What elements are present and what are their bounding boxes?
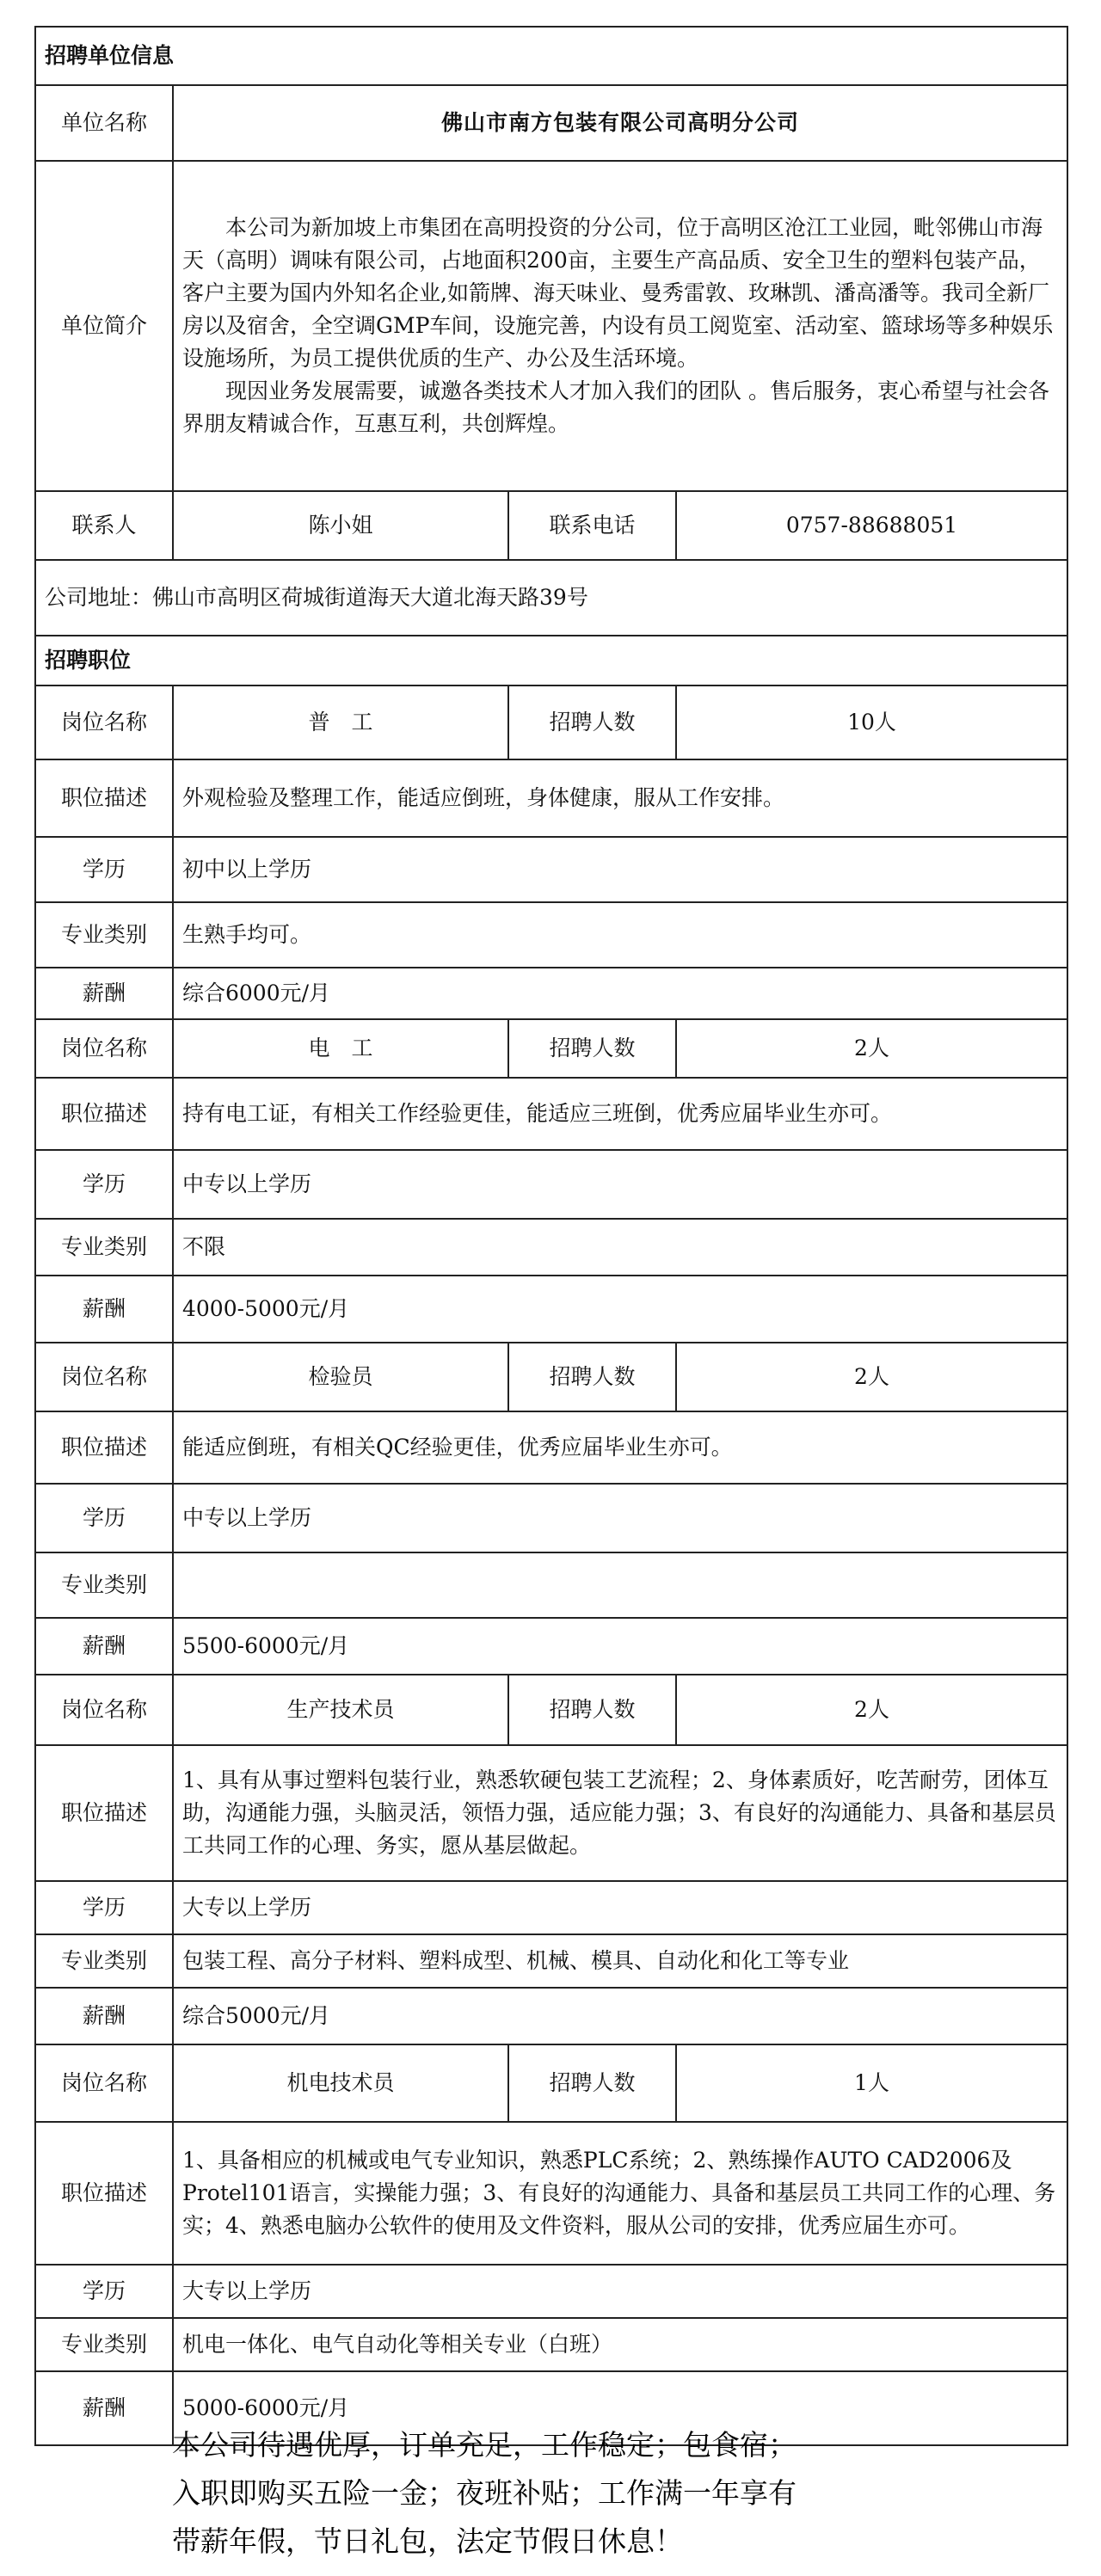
major-label: 专业类别 — [35, 1219, 173, 1276]
job-headcount: 1人 — [676, 2044, 1067, 2122]
job-description: 持有电工证，有相关工作经验更佳，能适应三班倒，优秀应届毕业生亦可。 — [173, 1078, 1067, 1150]
education-label: 学历 — [35, 1150, 173, 1219]
job-education: 初中以上学历 — [173, 837, 1067, 902]
job-name: 检验员 — [173, 1343, 508, 1411]
job-major: 不限 — [173, 1219, 1067, 1276]
position-name-label: 岗位名称 — [35, 1019, 173, 1078]
position-name-label: 岗位名称 — [35, 1675, 173, 1745]
job-education: 大专以上学历 — [173, 1881, 1067, 1934]
company-name-label: 单位名称 — [35, 85, 173, 161]
salary-label: 薪酬 — [35, 1276, 173, 1343]
headcount-label: 招聘人数 — [508, 1343, 676, 1411]
job-description: 1、具备相应的机械或电气专业知识，熟悉PLC系统；2、熟练操作AUTO CAD2006及Protel101语言，实操能力强；3、有良好的沟通能力、具备和基层员工共同工作的心理、务实；4、熟悉电脑办公软件的使用及文件资料，服从公司的安排，优秀应届生亦可。 — [173, 2122, 1067, 2265]
benefits-line: 本公司待遇优厚，订单充足，工作稳定；包食宿； — [172, 2428, 797, 2462]
job-headcount: 2人 — [676, 1675, 1067, 1745]
contact-name: 陈小姐 — [173, 491, 508, 560]
salary-label: 薪酬 — [35, 1988, 173, 2044]
job-salary: 综合5000元/月 — [173, 1988, 1067, 2044]
phone-label: 联系电话 — [508, 491, 676, 560]
company-intro-label: 单位简介 — [35, 161, 173, 491]
job-major — [173, 1552, 1067, 1618]
table-header: 招聘单位信息 — [35, 27, 1067, 85]
job-description-label: 职位描述 — [35, 1745, 173, 1881]
job-name: 普 工 — [173, 685, 508, 759]
job-headcount: 10人 — [676, 685, 1067, 759]
positions-section-title: 招聘职位 — [35, 636, 1067, 685]
recruitment-table — [34, 26, 1068, 2446]
company-intro-paragraph: 本公司为新加坡上市集团在高明投资的分公司，位于高明区沧江工业园，毗邻佛山市海天（高明）调味有限公司，占地面积200亩，主要生产高品质、安全卫生的塑料包装产品，客户主要为国内外知名企业,如箭牌、海天味业、曼秀雷敦、玫琳凯、潘高潘等。我司全新厂房以及宿舍，全空调GMP车间，设施完善，内设有员工阅览室、活动室、篮球场等多种娱乐设施场所，为员工提供优质的生产、办公及生活环境。 — [182, 215, 1054, 371]
education-label: 学历 — [35, 1881, 173, 1934]
job-headcount: 2人 — [676, 1343, 1067, 1411]
salary-label: 薪酬 — [35, 968, 173, 1019]
headcount-label: 招聘人数 — [508, 1019, 676, 1078]
phone-number: 0757-88688051 — [676, 491, 1067, 560]
contact-label: 联系人 — [35, 491, 173, 560]
job-description: 外观检验及整理工作，能适应倒班，身体健康，服从工作安排。 — [173, 759, 1067, 837]
headcount-label: 招聘人数 — [508, 1675, 676, 1745]
headcount-label: 招聘人数 — [508, 2044, 676, 2122]
job-major: 包装工程、高分子材料、塑料成型、机械、模具、自动化和化工等专业 — [173, 1934, 1067, 1988]
job-description: 1、具有从事过塑料包装行业，熟悉软硬包装工艺流程；2、身体素质好，吃苦耐劳，团体互助，沟通能力强，头脑灵活，领悟力强，适应能力强；3、有良好的沟通能力、具备和基层员工共同工作的心理、务实，愿从基层做起。 — [173, 1745, 1067, 1881]
job-major: 机电一体化、电气自动化等相关专业（白班） — [173, 2318, 1067, 2371]
headcount-label: 招聘人数 — [508, 685, 676, 759]
job-salary: 5000-6000元/月 — [173, 2371, 1067, 2445]
job-description: 能适应倒班，有相关QC经验更佳，优秀应届毕业生亦可。 — [173, 1411, 1067, 1484]
job-education: 中专以上学历 — [173, 1484, 1067, 1552]
company-intro-paragraph: 现因业务发展需要，诚邀各类技术人才加入我们的团队 。售后服务，衷心希望与社会各界朋友精诚合作，互惠互利，共创辉煌。 — [182, 378, 1049, 436]
job-description-label: 职位描述 — [35, 1078, 173, 1150]
job-headcount: 2人 — [676, 1019, 1067, 1078]
job-name: 机电技术员 — [173, 2044, 508, 2122]
position-name-label: 岗位名称 — [35, 2044, 173, 2122]
job-education: 中专以上学历 — [173, 1150, 1067, 1219]
position-name-label: 岗位名称 — [35, 685, 173, 759]
job-major: 生熟手均可。 — [173, 902, 1067, 968]
major-label: 专业类别 — [35, 902, 173, 968]
salary-label: 薪酬 — [35, 2371, 173, 2445]
position-name-label: 岗位名称 — [35, 1343, 173, 1411]
education-label: 学历 — [35, 2265, 173, 2318]
job-salary: 综合6000元/月 — [173, 968, 1067, 1019]
benefits-line: 带薪年假，节日礼包，法定节假日休息！ — [172, 2524, 683, 2558]
major-label: 专业类别 — [35, 1552, 173, 1618]
job-description-label: 职位描述 — [35, 1411, 173, 1484]
job-education: 大专以上学历 — [173, 2265, 1067, 2318]
education-label: 学历 — [35, 1484, 173, 1552]
benefits-footer — [172, 2421, 946, 2566]
education-label: 学历 — [35, 837, 173, 902]
major-label: 专业类别 — [35, 2318, 173, 2371]
benefits-line: 入职即购买五险一金；夜班补贴；工作满一年享有 — [172, 2476, 797, 2510]
job-salary: 4000-5000元/月 — [173, 1276, 1067, 1343]
company-address: 公司地址：佛山市高明区荷城街道海天大道北海天路39号 — [35, 560, 1067, 636]
job-description-label: 职位描述 — [35, 759, 173, 837]
company-name: 佛山市南方包装有限公司高明分公司 — [173, 85, 1067, 161]
company-intro — [173, 161, 1067, 491]
salary-label: 薪酬 — [35, 1618, 173, 1675]
major-label: 专业类别 — [35, 1934, 173, 1988]
job-name: 电 工 — [173, 1019, 508, 1078]
job-name: 生产技术员 — [173, 1675, 508, 1745]
job-salary: 5500-6000元/月 — [173, 1618, 1067, 1675]
job-description-label: 职位描述 — [35, 2122, 173, 2265]
